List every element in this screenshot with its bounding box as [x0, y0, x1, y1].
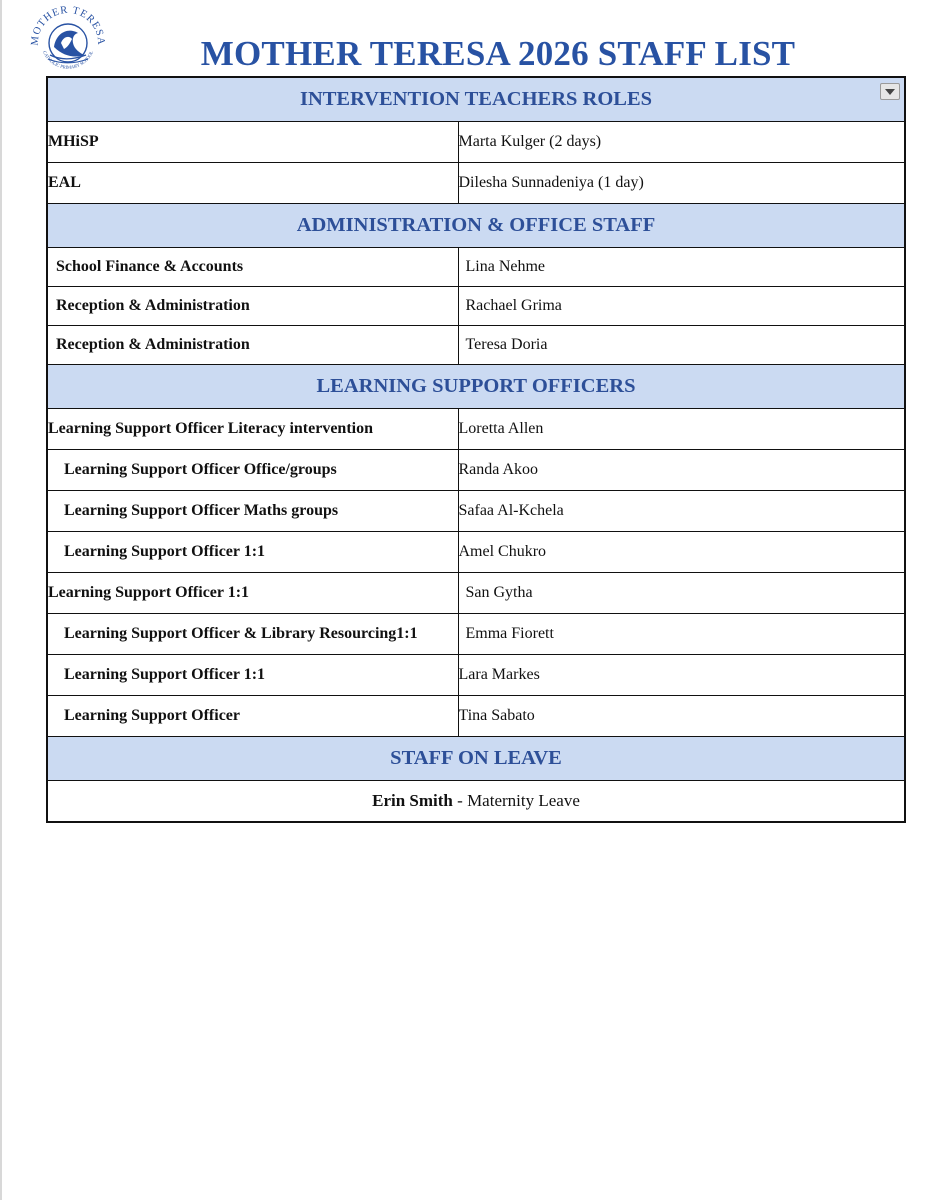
table-row — [47, 248, 905, 287]
role-cell: School Finance & Accounts — [47, 248, 458, 287]
role-cell: Learning Support Officer 1:1 — [47, 573, 458, 614]
table-row — [47, 491, 905, 532]
role-cell: Learning Support Officer 1:1 — [47, 655, 458, 696]
section-heading-intervention — [47, 77, 905, 122]
name-cell: Lara Markes — [458, 655, 905, 696]
role-cell: Learning Support Officer — [47, 696, 458, 737]
table-row — [47, 163, 905, 204]
section-header-row — [47, 365, 905, 409]
name-cell: Dilesha Sunnadeniya (1 day) — [458, 163, 905, 204]
role-cell: Learning Support Officer 1:1 — [47, 532, 458, 573]
table-row — [47, 655, 905, 696]
section-heading-label: STAFF ON LEAVE — [390, 747, 562, 769]
name-cell: San Gytha — [458, 573, 905, 614]
role-cell: Learning Support Officer Office/groups — [47, 450, 458, 491]
role-cell: EAL — [47, 163, 458, 204]
section-heading-learning-support — [47, 365, 905, 409]
role-cell: Learning Support Officer & Library Resourcing1:1 — [47, 614, 458, 655]
page-left-edge — [0, 0, 2, 1200]
name-cell: Lina Nehme — [458, 248, 905, 287]
name-cell: Randa Akoo — [458, 450, 905, 491]
role-cell: MHiSP — [47, 122, 458, 163]
staff-table — [46, 76, 906, 823]
leave-reason: Maternity Leave — [467, 791, 580, 810]
section-heading-label: INTERVENTION TEACHERS ROLES — [299, 88, 653, 110]
page-title: MOTHER TERESA 2026 STAFF LIST — [200, 34, 796, 73]
logo-sub-text: CATHOLIC PRIMARY SCHOOL — [41, 49, 95, 70]
table-row — [47, 614, 905, 655]
section-heading-administration — [47, 204, 905, 248]
section-heading-label: ADMINISTRATION & OFFICE STAFF — [296, 214, 656, 236]
logo-arc-text: MOTHER TERESA — [29, 4, 107, 46]
section-heading-label: LEARNING SUPPORT OFFICERS — [316, 375, 636, 397]
table-row — [47, 696, 905, 737]
table-row — [47, 287, 905, 326]
table-row — [47, 122, 905, 163]
section-heading-staff-on-leave — [47, 737, 905, 781]
section-header-row — [47, 204, 905, 248]
table-row — [47, 781, 905, 823]
table-row — [47, 450, 905, 491]
name-cell: Amel Chukro — [458, 532, 905, 573]
table-row — [47, 573, 905, 614]
name-cell: Emma Fiorett — [458, 614, 905, 655]
section-header-row — [47, 737, 905, 781]
role-cell: Reception & Administration — [47, 326, 458, 365]
name-cell: Loretta Allen — [458, 409, 905, 450]
table-row — [47, 409, 905, 450]
role-cell: Learning Support Officer Literacy intervention — [47, 409, 458, 450]
table-row — [47, 326, 905, 365]
name-cell: Tina Sabato — [458, 696, 905, 737]
section-header-row — [47, 77, 905, 122]
name-cell: Rachael Grima — [458, 287, 905, 326]
role-cell: Reception & Administration — [47, 287, 458, 326]
dropdown-arrow-icon[interactable] — [880, 83, 900, 100]
table-row — [47, 532, 905, 573]
leave-separator: - — [452, 791, 468, 810]
name-cell: Safaa Al-Kchela — [458, 491, 905, 532]
leave-staff-name: Erin Smith — [372, 791, 453, 810]
name-cell: Marta Kulger (2 days) — [458, 122, 905, 163]
leave-cell — [47, 781, 905, 823]
name-cell: Teresa Doria — [458, 326, 905, 365]
role-cell: Learning Support Officer Maths groups — [47, 491, 458, 532]
